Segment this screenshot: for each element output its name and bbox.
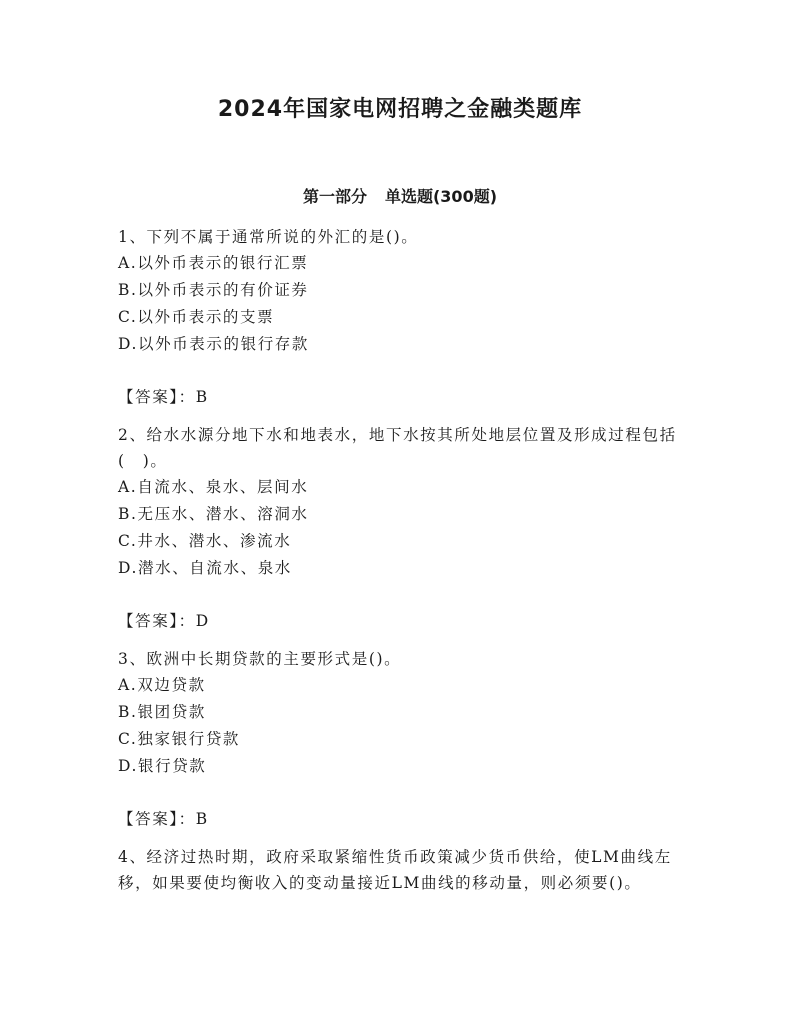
question-3: [118, 646, 684, 832]
question-list: [118, 224, 684, 896]
answer-label: 【答案】：: [118, 810, 196, 828]
section-type: 单选题(300题): [384, 187, 498, 206]
answer-value: D: [195, 612, 210, 630]
option-a: A.自流水、泉水、层间水: [118, 478, 309, 496]
option-b: B.以外币表示的有价证券: [118, 281, 309, 299]
section-title: [0, 184, 800, 207]
option-b: B.无压水、潜水、溶洞水: [118, 505, 309, 523]
option-b: B.银团贷款: [118, 703, 206, 721]
answer-line: [118, 806, 684, 832]
answer-value: B: [195, 388, 209, 406]
document-title: 2024年国家电网招聘之金融类题库: [217, 97, 583, 122]
option-a: A.双边贷款: [118, 676, 206, 694]
option-d: D.潜水、自流水、泉水: [118, 559, 292, 577]
option-c: C.以外币表示的支票: [118, 308, 275, 326]
question-2: [118, 422, 684, 634]
answer-label: 【答案】：: [118, 388, 196, 406]
option-c: C.独家银行贷款: [118, 730, 241, 748]
question-1: [118, 224, 684, 410]
question-4: [118, 844, 684, 896]
question-text: 3、欧洲中长期贷款的主要形式是()。: [118, 650, 402, 668]
question-text: 4、经济过热时期，政府采取紧缩性货币政策减少货币供给，使LM曲线左移，如果要使均衡收入的变动量接近LM曲线的移动量，则必须要()。: [118, 848, 672, 892]
option-d: D.以外币表示的银行存款: [118, 335, 310, 353]
section-part: 第一部分: [302, 187, 367, 206]
option-d: D.银行贷款: [118, 757, 207, 775]
question-text: 2、给水水源分地下水和地表水，地下水按其所处地层位置及形成过程包括( )。: [118, 426, 677, 470]
question-text: 1、下列不属于通常所说的外汇的是()。: [118, 228, 419, 246]
option-a: A.以外币表示的银行汇票: [118, 254, 309, 272]
answer-label: 【答案】：: [118, 612, 196, 630]
option-c: C.井水、潜水、渗流水: [118, 532, 292, 550]
answer-line: [118, 608, 684, 634]
answer-line: [118, 384, 684, 410]
answer-value: B: [195, 810, 209, 828]
